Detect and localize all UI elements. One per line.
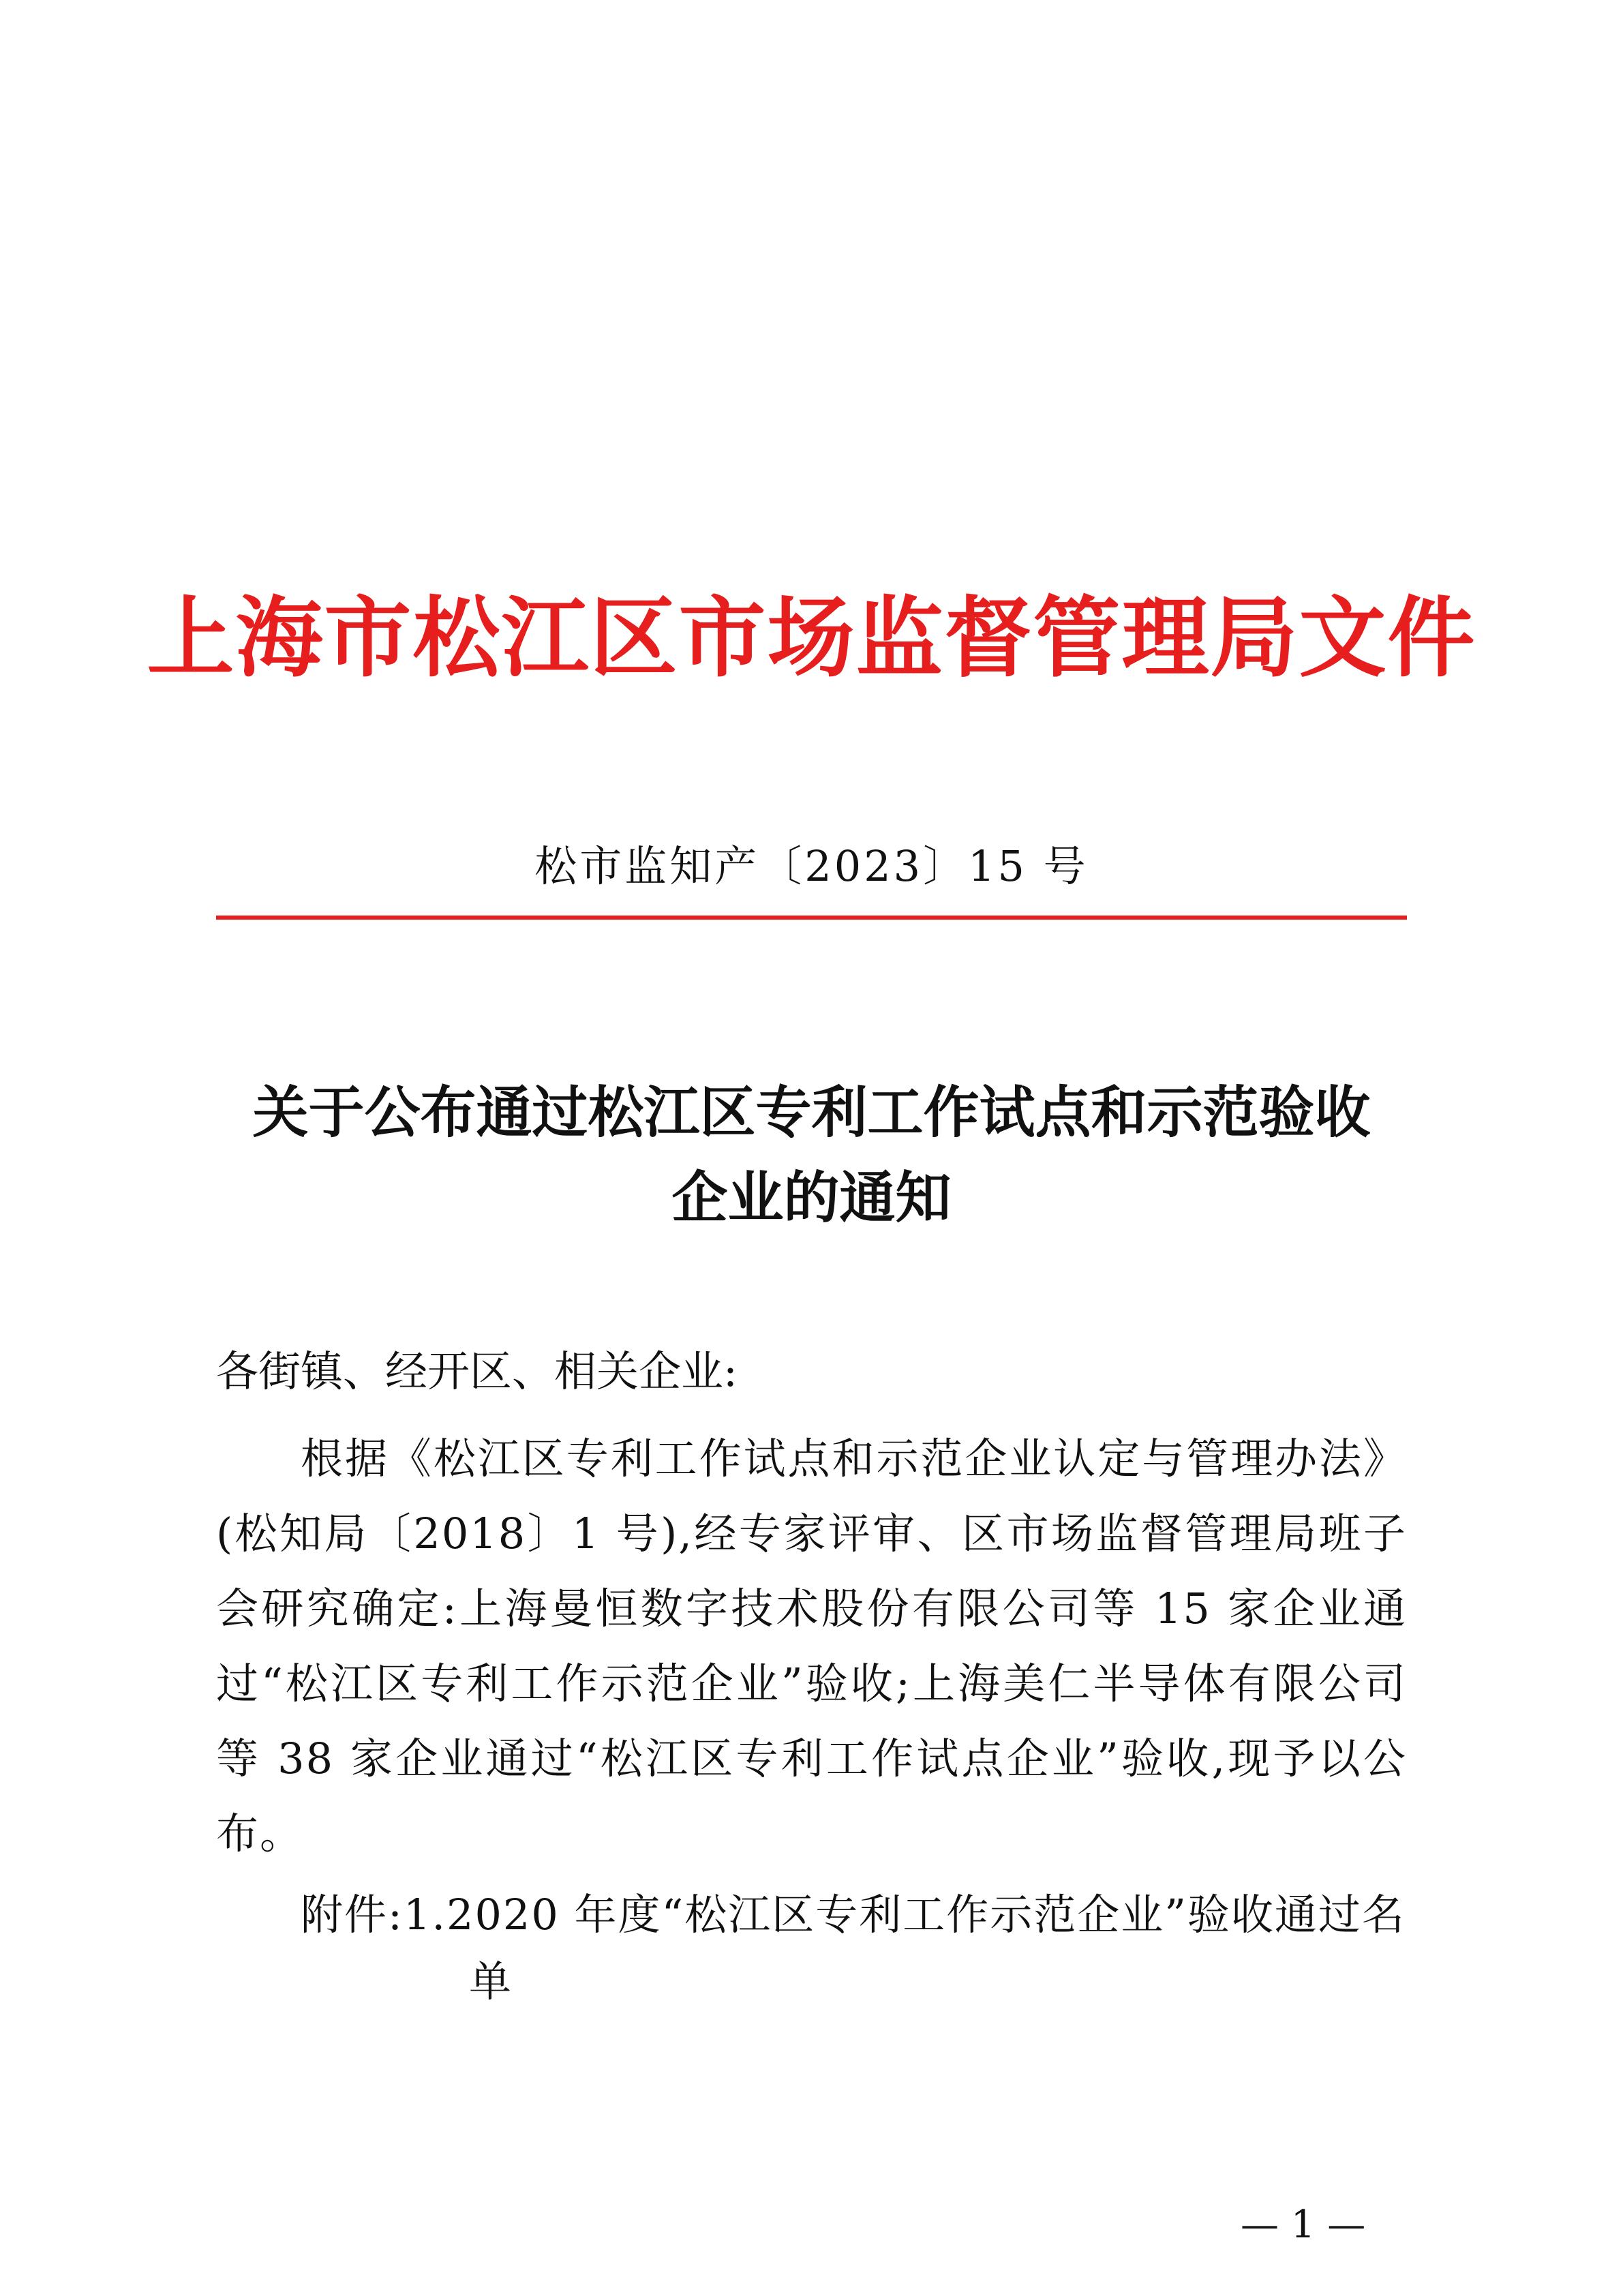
page-number: — 1 — xyxy=(1241,2203,1366,2247)
body-paragraph: 根据《松江区专利工作试点和示范企业认定与管理办法》(松知局〔2018〕1 号),经专家评审、区市场监督管理局班子会研究确定:上海曼恒数字技术股份有限公司等 15 家企业通过“松江区专利工作示范企业”验收;上海美仁半导体有限公司等 38 家企业通过“松江区专利工作试点企业”验收,现予以公布。 xyxy=(216,1434,1407,1858)
attachment-line xyxy=(301,1878,1407,1952)
document-number: 松市监知产〔2023〕15 号 xyxy=(534,841,1089,891)
addressee: 各街镇、经开区、相关企业: xyxy=(216,1346,738,1396)
notice-title-line-1: 关于公布通过松江区专利工作试点和示范验收 xyxy=(252,1080,1371,1145)
masthead-title: 上海市松江区市场监督管理局文件 xyxy=(147,587,1476,689)
red-divider xyxy=(216,916,1407,920)
notice-title-line-2: 企业的通知 xyxy=(671,1165,952,1230)
notice-title xyxy=(204,1070,1419,1241)
attachment-text: 附件:1.2020 年度“松江区专利工作示范企业”验收通过名 xyxy=(301,1890,1406,1939)
attachment-continuation: 单 xyxy=(469,1957,512,2006)
